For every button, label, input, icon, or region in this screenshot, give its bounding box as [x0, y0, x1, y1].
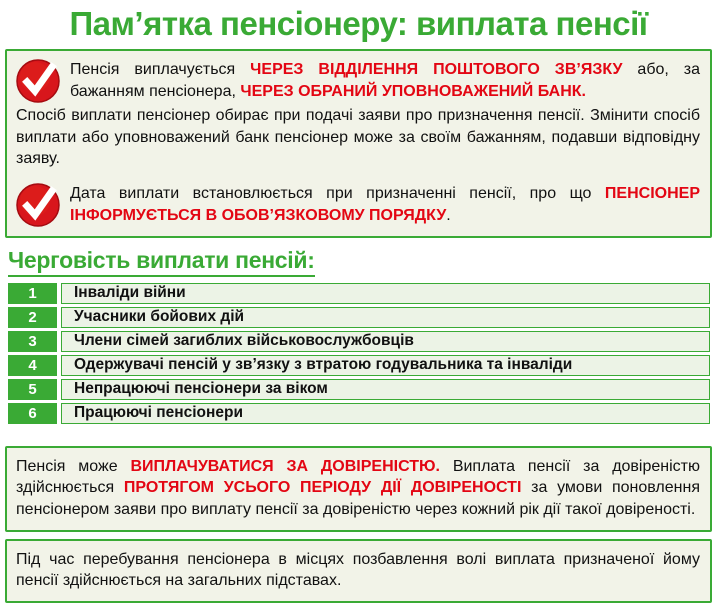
- prison-payment-box: [5, 539, 712, 603]
- row-number: 5: [8, 379, 57, 400]
- row-number: 3: [8, 331, 57, 352]
- payment-point-2-text: [70, 183, 700, 226]
- table-row: [8, 355, 710, 376]
- payment-point-1: [16, 59, 700, 103]
- row-label: Непрацюючі пенсіонери за віком: [61, 379, 710, 400]
- page-title: Пам’ятка пенсіонеру: виплата пенсії: [69, 5, 648, 42]
- check-icon: [16, 59, 60, 103]
- payment-info-box: [5, 49, 712, 238]
- row-label: Члени сімей загиблих військовослужбовців: [61, 331, 710, 352]
- table-row: [8, 307, 710, 328]
- row-label: Інваліди війни: [61, 283, 710, 304]
- priority-table: [8, 283, 710, 424]
- text-segment: .: [446, 206, 451, 224]
- text-segment: за умови поновлення пенсіонером заяви про виплату пенсії за довіреністю через кожний рік дії такої довіреності.: [16, 479, 700, 518]
- text-segment: Пенсія може: [16, 457, 131, 475]
- priority-section-heading: Черговість виплати пенсій:: [8, 247, 315, 277]
- payment-point-2: [16, 183, 700, 227]
- row-number: 2: [8, 307, 57, 328]
- row-label: Одержувачі пенсій у зв’язку з втратою годувальника та інваліди: [61, 355, 710, 376]
- table-row: [8, 379, 710, 400]
- text-segment: Дата виплати встановлюється при призначенні пенсії, про що: [70, 185, 605, 203]
- table-row: [8, 283, 710, 304]
- highlight-text: ПЕНСІОНЕР ІНФОРМУЄТЬСЯ В ОБОВ’ЯЗКОВОМУ ПОРЯДКУ: [70, 185, 700, 224]
- check-icon: [16, 183, 60, 227]
- table-row: [8, 403, 710, 424]
- payment-point-1-text: [70, 59, 700, 102]
- row-number: 4: [8, 355, 57, 376]
- highlight-text: ВИПЛАЧУВАТИСЯ ЗА ДОВІРЕНІСТЮ.: [130, 457, 440, 475]
- text-segment: Виплата пенсії за довіреністю здійснюється: [16, 457, 700, 497]
- table-row: [8, 331, 710, 352]
- row-label: Учасники бойових дій: [61, 307, 710, 328]
- row-label: Працюючі пенсіонери: [61, 403, 710, 424]
- payment-paragraph: Спосіб виплати пенсіонер обирає при подачі заяви про призначення пенсії. Змінити спосіб виплати або уповноважений банк пенсіонер може за своїм бажанням, подавши відповідну заяву.: [16, 107, 700, 168]
- proxy-payment-box: [5, 446, 712, 532]
- highlight-text: ПРОТЯГОМ УСЬОГО ПЕРІОДУ ДІЇ ДОВІРЕНОСТІ: [123, 479, 522, 497]
- text-segment: або, за бажанням пенсіонера,: [70, 61, 701, 100]
- highlight-text: ЧЕРЕЗ ВІДДІЛЕННЯ ПОШТОВОГО ЗВ’ЯЗКУ: [250, 61, 623, 79]
- row-number: 6: [8, 403, 57, 424]
- highlight-text: ЧЕРЕЗ ОБРАНИЙ УПОВНОВАЖЕНИЙ БАНК.: [240, 83, 586, 100]
- row-number: 1: [8, 283, 57, 304]
- text-segment: Під час перебування пенсіонера в місцях позбавлення волі виплата призначеної йому пенсії здійснюється на загальних підставах.: [16, 550, 700, 590]
- text-segment: Пенсія виплачується: [70, 61, 251, 79]
